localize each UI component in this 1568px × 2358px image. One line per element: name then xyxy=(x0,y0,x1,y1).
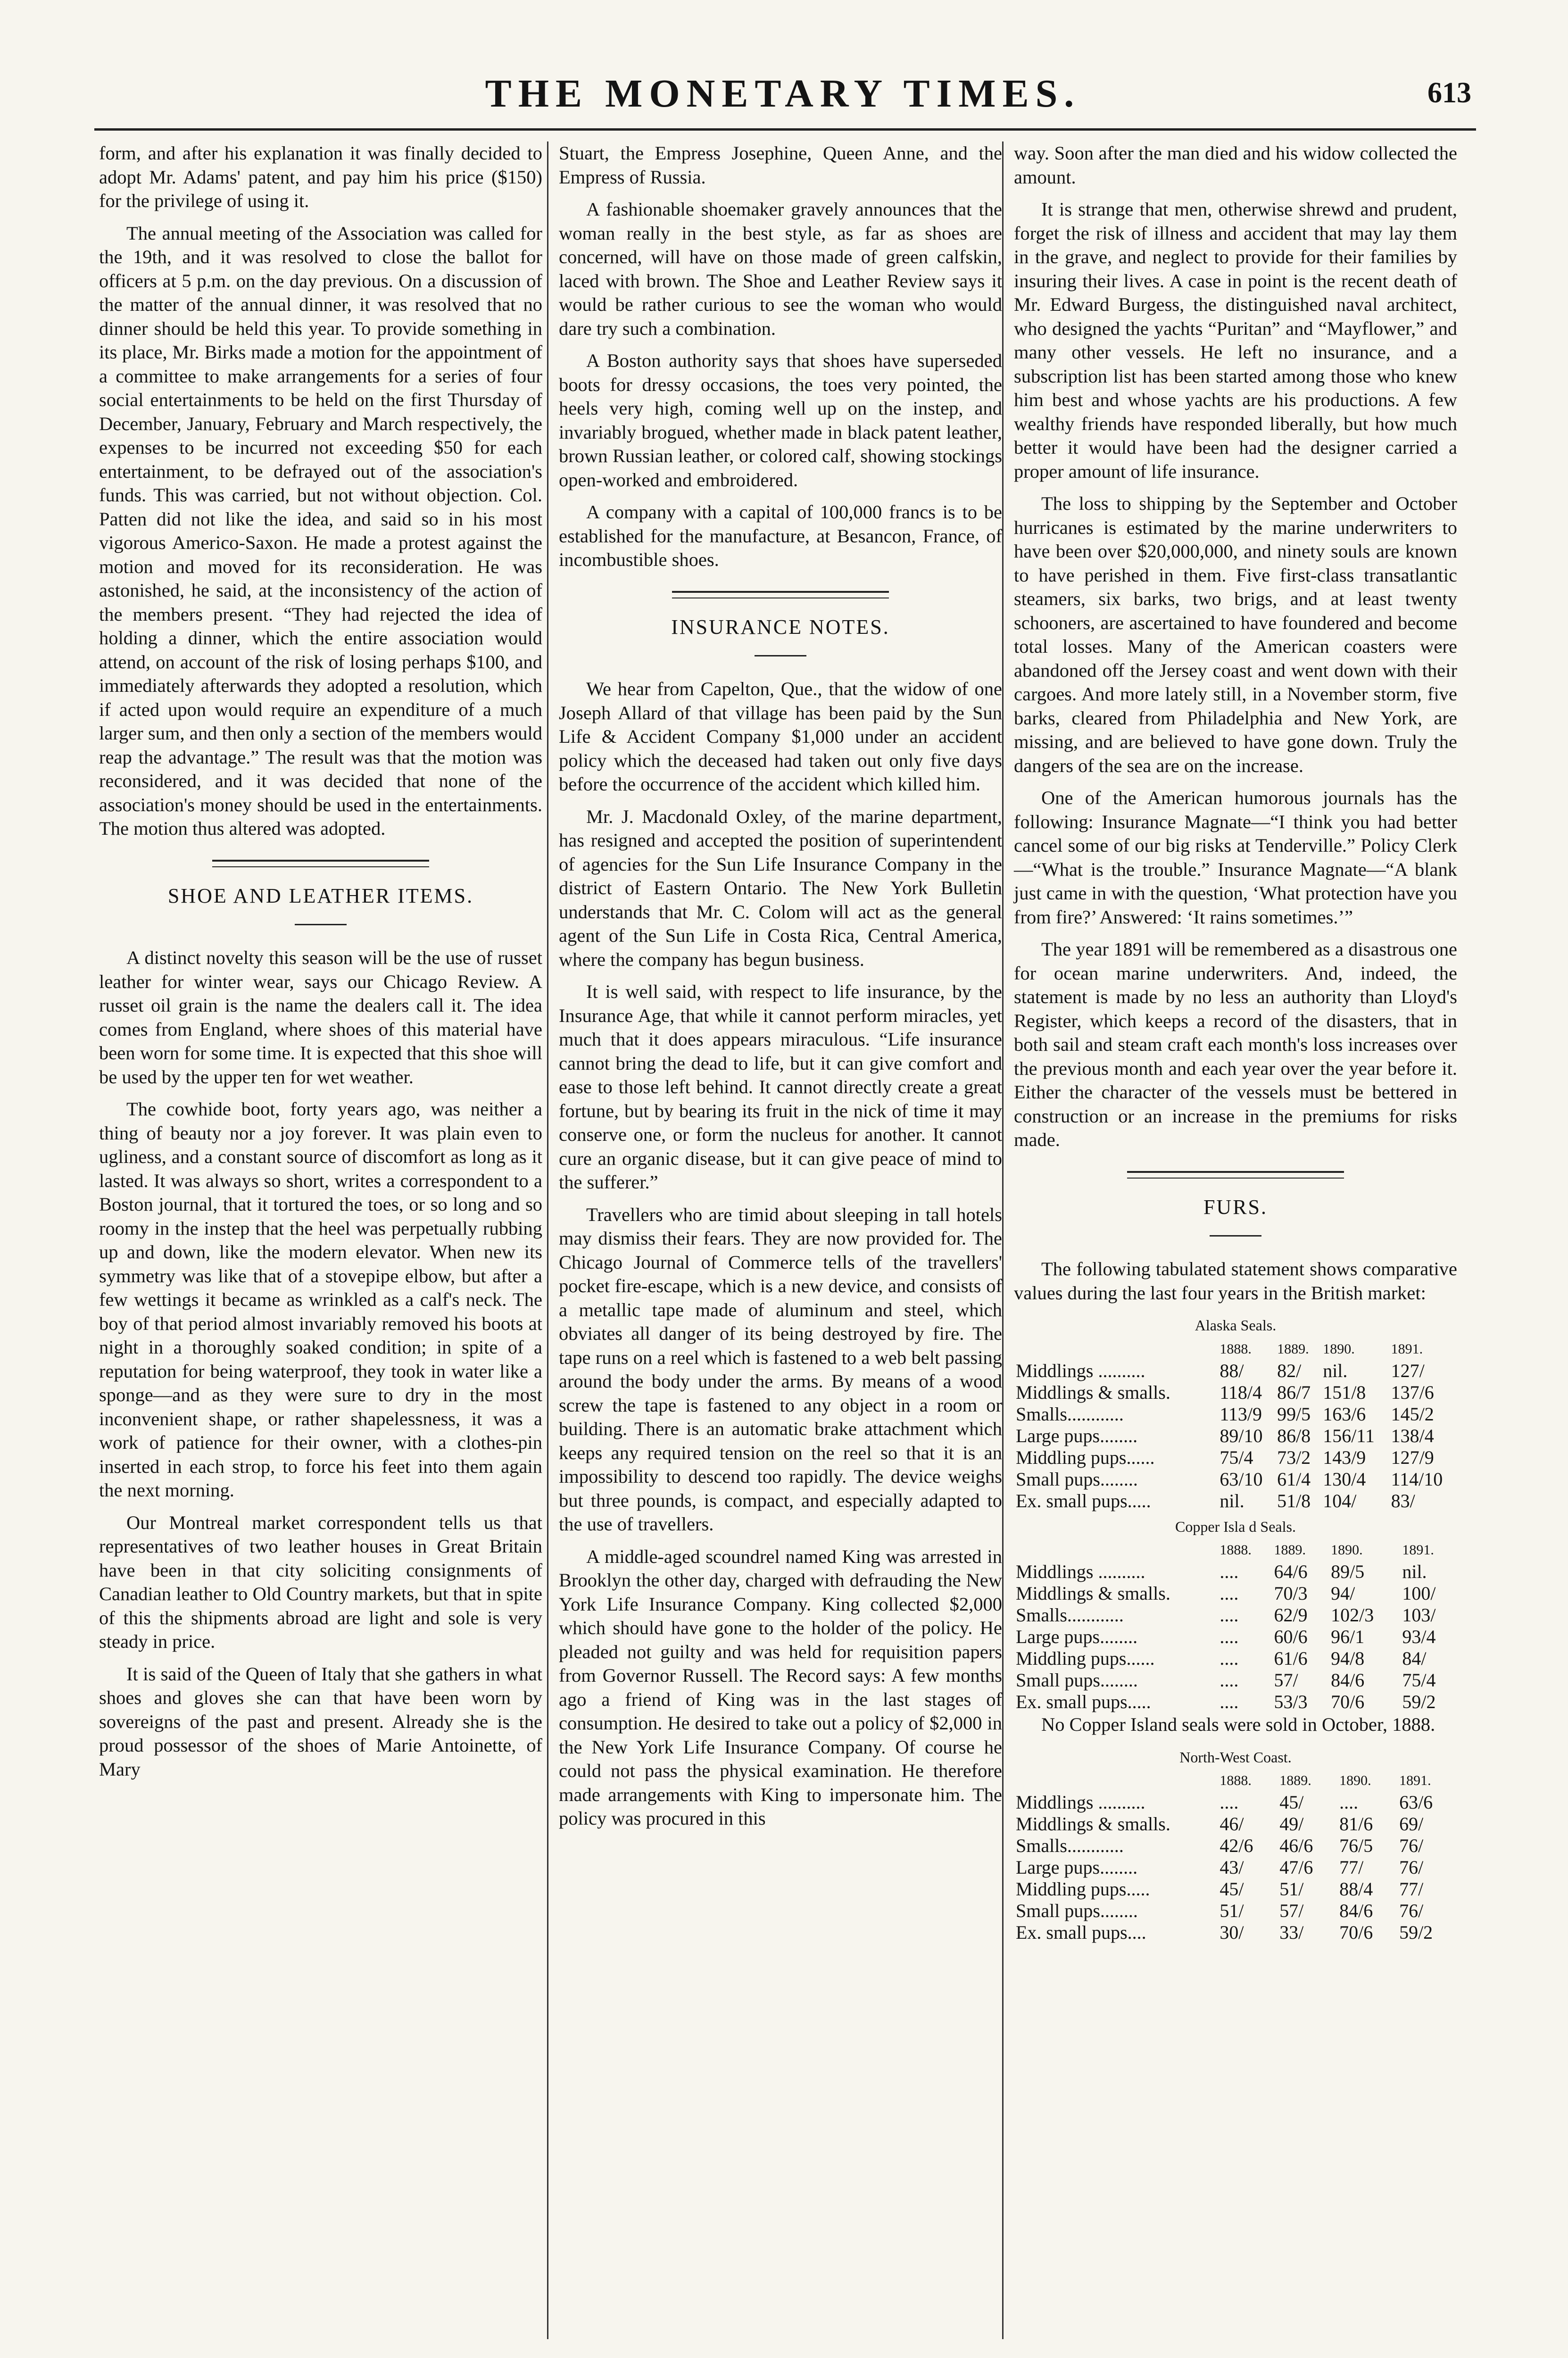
price-cell: 127/9 xyxy=(1391,1446,1434,1468)
article-paragraph: The cowhide boot, forty years ago, was neither a thing of beauty nor a joy forever. It was plain even to ugliness, and a constant source of discomfort as long as it lasted. It was always so short, writes a correspondent to a Boston journal, that it tortured the toes, or so long and so roomy in the instep that the heel was perpetually rubbing up and down, like the modern elevator. When new its symmetry was like that of a stovepipe elbow, but after a few wettings it became as wrinkled as a calf's neck. The boy of that period almost invariably removed his boots at night in a thoroughly soaked condition; in spite of a reputation for being waterproof, they took in water like a sponge—and as they were sure to dry in the most inconvenient shape, or rather shapelessness, it was a work of patience for their owner, with a clothes-pin inserted in each strop, to force his feet into them again the next morning. xyxy=(99,1098,542,1501)
table-row xyxy=(1014,1425,1457,1447)
grade-label: Middlings .......... xyxy=(1016,1792,1145,1813)
table-row xyxy=(1014,1360,1457,1382)
price-cell: 163/6 xyxy=(1323,1403,1366,1425)
price-cell: .... xyxy=(1220,1669,1239,1691)
table-row xyxy=(1014,1648,1457,1669)
article-paragraph: way. Soon after the man died and his widow collected the amount. xyxy=(1014,142,1457,188)
price-cell: .... xyxy=(1220,1648,1239,1669)
table-row xyxy=(1014,1626,1457,1648)
price-cell: 75/4 xyxy=(1402,1669,1436,1691)
price-cell: 76/5 xyxy=(1339,1835,1373,1856)
fur-price-table xyxy=(1014,1770,1457,1943)
header-cell xyxy=(1014,1338,1218,1360)
page-number: 613 xyxy=(1427,77,1471,109)
price-cell: 89/5 xyxy=(1331,1561,1365,1582)
price-cell: .... xyxy=(1220,1691,1239,1712)
price-cell: 43/ xyxy=(1220,1857,1244,1878)
grade-label: Middlings & smalls. xyxy=(1016,1813,1170,1835)
price-cell: .... xyxy=(1220,1583,1239,1604)
price-cell: 75/4 xyxy=(1220,1446,1253,1468)
price-cell: 30/ xyxy=(1220,1922,1244,1943)
publication-title: THE MONETARY TIMES. xyxy=(485,72,1081,116)
column-2 xyxy=(559,141,1002,1839)
article-paragraph: A fashionable shoemaker gravely announces that the woman really in the best style, as far as shoes are concerned, will have on those made of green calfskin, laced with brown. The Shoe and Leather Review says it would be rather curious to see the woman who would dare try such a combination. xyxy=(559,199,1002,339)
article-paragraph: A middle-aged scoundrel named King was arrested in Brooklyn the other day, charged with defrauding the New York Life Insurance Company. King collected $2,000 which should have gone to the holder of the policy. He pleaded not guilty and was held for requisition papers from Governor Russell. The Record says: A few months ago a friend of King was in the last stages of consumption. He desired to take out a policy of $2,000 in the New York Life Insurance Company. Of course he could not pass the physical examination. He therefore made arrangements with King to impersonate him. The policy was procured in this xyxy=(559,1545,1002,1829)
table-row xyxy=(1014,1691,1457,1713)
fur-table-title: Alaska Seals. xyxy=(1195,1317,1277,1334)
price-cell: 42/6 xyxy=(1220,1835,1253,1856)
price-cell: 59/2 xyxy=(1399,1922,1433,1943)
year-header: 1890. xyxy=(1331,1542,1363,1558)
price-cell: 61/6 xyxy=(1274,1648,1308,1669)
furs-intro: The following tabulated statement shows comparative values during the last four years in the British market: xyxy=(1014,1258,1457,1304)
price-cell: 104/ xyxy=(1323,1490,1357,1511)
price-cell: 137/6 xyxy=(1391,1381,1434,1403)
table-row xyxy=(1014,1922,1457,1943)
table-row xyxy=(1014,1583,1457,1604)
grade-label: Large pups........ xyxy=(1016,1425,1138,1446)
section-rule xyxy=(212,860,429,867)
table-row xyxy=(1014,1447,1457,1469)
section-rule xyxy=(672,591,889,598)
article-paragraph: The year 1891 will be remembered as a disastrous one for ocean marine underwriters. And, indeed, the statement is made by no less an authority than Lloyd's Register, which keeps a record of the disasters, that in both sail and steam craft each month's loss increases over the previous month and each year over the year before it. Either the character of the vessels must be bettered in construction or an increase in the premiums for risks made. xyxy=(1014,938,1457,1150)
fur-table-title: North-West Coast. xyxy=(1179,1748,1292,1766)
price-cell: 127/ xyxy=(1391,1360,1425,1381)
price-cell: 86/7 xyxy=(1277,1381,1311,1403)
table-row xyxy=(1014,1813,1457,1835)
article-paragraph: Travellers who are timid about sleeping in tall hotels may dismiss their fears. They are now provided for. The Chicago Journal of Commerce tells of the travellers' pocket fire-escape, which is a new device, and consists of a metallic tape made of aluminum and steel, which obviates all danger of its being destroyed by fire. The tape runs on a reel which is fastened to a web belt passing around the body under the arms. By means of a wood screw the tape is fastened to any object in a room or building. There is an automatic brake attachment which keeps any required tension on the reel so that it is an impossibility to descend too rapidly. The device weighs but three pounds, is compact, and especially adapted to the use of travellers. xyxy=(559,1204,1002,1535)
grade-label: Middlings .......... xyxy=(1016,1561,1145,1582)
year-header: 1889. xyxy=(1274,1542,1306,1558)
price-cell: 63/6 xyxy=(1399,1792,1433,1813)
grade-label: Smalls............ xyxy=(1016,1835,1124,1856)
price-cell: nil. xyxy=(1402,1561,1427,1582)
price-cell: 93/4 xyxy=(1402,1626,1436,1647)
price-cell: 51/ xyxy=(1220,1900,1244,1921)
price-cell: 73/2 xyxy=(1277,1446,1311,1468)
price-cell: 88/4 xyxy=(1339,1878,1373,1900)
article-paragraph: form, and after his explanation it was finally decided to adopt Mr. Adams' patent, and pay him his price ($150) for the privilege of using it. xyxy=(99,142,542,211)
price-cell: 84/ xyxy=(1402,1648,1427,1669)
price-cell: 53/3 xyxy=(1274,1691,1308,1712)
table-row xyxy=(1014,1878,1457,1900)
price-cell: 102/3 xyxy=(1331,1604,1374,1626)
price-cell: 130/4 xyxy=(1323,1468,1366,1490)
price-cell: 45/ xyxy=(1279,1792,1304,1813)
price-cell: 57/ xyxy=(1274,1669,1298,1691)
price-cell: nil. xyxy=(1323,1360,1348,1381)
grade-label: Middling pups...... xyxy=(1016,1446,1155,1468)
article-paragraph: It is strange that men, otherwise shrewd and prudent, forget the risk of illness and accident that may lay them in the grave, and neglect to provide for their families by insuring their lives. A case in point is the recent death of Mr. Edward Burgess, the distinguished naval architect, who designed the yachts “Puritan” and “Mayflower,” and many other vessels. He left no insurance, and a subscription list has been started among those who knew him best and whose yachts are his productions. A few wealthy friends have responded liberally, but how much better it would have been had the designer carried a proper amount of life insurance. xyxy=(1014,199,1457,482)
section-title-furs: FURS. xyxy=(1203,1195,1268,1219)
price-cell: nil. xyxy=(1220,1490,1244,1511)
price-cell: 82/ xyxy=(1277,1360,1302,1381)
table-row xyxy=(1014,1900,1457,1922)
grade-label: Large pups........ xyxy=(1016,1626,1138,1647)
price-cell: 145/2 xyxy=(1391,1403,1434,1425)
grade-label: Middling pups..... xyxy=(1016,1878,1150,1900)
header-cell xyxy=(1014,1770,1218,1792)
price-cell: 46/6 xyxy=(1279,1835,1313,1856)
column-3 xyxy=(1014,141,1457,1943)
price-cell: 76/ xyxy=(1399,1857,1424,1878)
grade-label: Small pups........ xyxy=(1016,1468,1138,1490)
price-cell: 88/ xyxy=(1220,1360,1244,1381)
price-cell: .... xyxy=(1220,1626,1239,1647)
price-cell: 69/ xyxy=(1399,1813,1424,1835)
grade-label: Small pups........ xyxy=(1016,1669,1138,1691)
price-cell: 57/ xyxy=(1279,1900,1304,1921)
year-header: 1888. xyxy=(1220,1773,1252,1788)
price-cell: 77/ xyxy=(1399,1878,1424,1900)
table-header-row xyxy=(1014,1539,1457,1561)
article-paragraph: It is said of the Queen of Italy that she gathers in what shoes and gloves she can that have been worn by sovereigns of the past and present. Already she is the proud possessor of the shoes of Marie Antoinette, of Mary xyxy=(99,1663,542,1780)
table-row xyxy=(1014,1669,1457,1691)
price-cell: 33/ xyxy=(1279,1922,1304,1943)
table-row xyxy=(1014,1604,1457,1626)
price-cell: 59/2 xyxy=(1402,1691,1436,1712)
table-header-row xyxy=(1014,1770,1457,1792)
table-header-row xyxy=(1014,1338,1457,1360)
price-cell: 96/1 xyxy=(1331,1626,1365,1647)
price-cell: 45/ xyxy=(1220,1878,1244,1900)
price-cell: 156/11 xyxy=(1323,1425,1375,1446)
grade-label: Middlings .......... xyxy=(1016,1360,1145,1381)
price-cell: 61/4 xyxy=(1277,1468,1311,1490)
price-cell: 94/8 xyxy=(1331,1648,1365,1669)
fur-price-table xyxy=(1014,1539,1457,1713)
article-paragraph: It is well said, with respect to life insurance, by the Insurance Age, that while it cannot perform miracles, yet much that it does appears miraculous. “Life insurance cannot bring the dead to life, but it can give comfort and ease to those left behind. It cannot directly create a great fortune, but by bearing its fruit in the nick of time it may conserve one, or form the nucleus for another. It cannot cure an organic disease, but it can give peace of mind to the sufferer.” xyxy=(559,981,1002,1193)
price-cell: 70/6 xyxy=(1331,1691,1365,1712)
grade-label: Ex. small pups..... xyxy=(1016,1691,1151,1712)
section-title-shoe-leather: SHOE AND LEATHER ITEMS. xyxy=(167,884,474,907)
table-row xyxy=(1014,1857,1457,1878)
year-header: 1891. xyxy=(1399,1773,1431,1788)
column-1 xyxy=(99,141,542,1790)
price-cell: 76/ xyxy=(1399,1835,1424,1856)
price-cell: .... xyxy=(1220,1792,1239,1813)
price-cell: .... xyxy=(1220,1604,1239,1626)
price-cell: 103/ xyxy=(1402,1604,1436,1626)
section-title-insurance: INSURANCE NOTES. xyxy=(671,615,890,639)
price-cell: 60/6 xyxy=(1274,1626,1308,1647)
price-cell: 83/ xyxy=(1391,1490,1415,1511)
header-cell xyxy=(1014,1539,1218,1561)
grade-label: Ex. small pups.... xyxy=(1016,1922,1146,1943)
table-row xyxy=(1014,1490,1457,1512)
year-header: 1889. xyxy=(1277,1341,1309,1357)
grade-label: Smalls............ xyxy=(1016,1403,1124,1425)
section-underline xyxy=(755,655,806,656)
grade-label: Smalls............ xyxy=(1016,1604,1124,1626)
price-cell: 94/ xyxy=(1331,1583,1355,1604)
article-paragraph: One of the American humorous journals has the following: Insurance Magnate—“I think you had better cancel some of our big risks at Tenderville.” Policy Clerk—“What is the trouble.” Insurance Magnate—“A blank just came in with the question, ‘What protection have you from fire?’ Answered: ‘It rains sometimes.’” xyxy=(1014,787,1457,928)
price-cell: .... xyxy=(1339,1792,1359,1813)
price-cell: 49/ xyxy=(1279,1813,1304,1835)
section-rule xyxy=(1127,1171,1344,1179)
article-paragraph: Our Montreal market correspondent tells us that representatives of two leather houses in Great Britain have been in that city soliciting consignments of Canadian leather to Old Country markets, but that in spite of this the shipments abroad are light and sole is very steady in price. xyxy=(99,1511,542,1652)
table-row xyxy=(1014,1469,1457,1490)
price-cell: 89/10 xyxy=(1220,1425,1263,1446)
article-paragraph: We hear from Capelton, Que., that the widow of one Joseph Allard of that village has been paid by the Sun Life & Accident Company $1,000 under an accident policy which the deceased had taken out only five days before the occurrence of the accident which killed him. xyxy=(559,678,1002,795)
year-header: 1890. xyxy=(1339,1773,1371,1788)
grade-label: Small pups........ xyxy=(1016,1900,1138,1921)
price-cell: 84/6 xyxy=(1339,1900,1373,1921)
year-header: 1891. xyxy=(1391,1341,1423,1357)
fur-price-table xyxy=(1014,1338,1457,1512)
copper-island-note: No Copper Island seals were sold in October, 1888. xyxy=(1041,1714,1435,1735)
price-cell: 118/4 xyxy=(1220,1381,1262,1403)
year-header: 1890. xyxy=(1323,1341,1355,1357)
table-row xyxy=(1014,1403,1457,1425)
column-divider xyxy=(1002,141,1004,2339)
price-cell: 143/9 xyxy=(1323,1446,1366,1468)
grade-label: Middlings & smalls. xyxy=(1016,1583,1170,1604)
price-cell: 113/9 xyxy=(1220,1403,1262,1425)
price-cell: 84/6 xyxy=(1331,1669,1365,1691)
price-cell: 99/5 xyxy=(1277,1403,1311,1425)
price-cell: 47/6 xyxy=(1279,1857,1313,1878)
table-row xyxy=(1014,1561,1457,1583)
price-cell: 86/8 xyxy=(1277,1425,1311,1446)
article-paragraph: A Boston authority says that shoes have superseded boots for dressy occasions, the toes very pointed, the heels very high, coming well up on the instep, and invariably brogued, whether made in black patent leather, brown Russian leather, or colored calf, showing stockings open-worked and embroidered. xyxy=(559,350,1002,490)
grade-label: Middling pups...... xyxy=(1016,1648,1155,1669)
price-cell: 138/4 xyxy=(1391,1425,1434,1446)
price-cell: 63/10 xyxy=(1220,1468,1263,1490)
price-cell: 151/8 xyxy=(1323,1381,1366,1403)
section-underline xyxy=(1210,1235,1261,1237)
price-cell: 76/ xyxy=(1399,1900,1424,1921)
article-paragraph: The annual meeting of the Association was called for the 19th, and it was resolved to close the ballot for officers at 5 p.m. on the day previous. On a discussion of the matter of the annual dinner, it was resolved that no dinner should be held this year. To provide something in its place, Mr. Birks made a motion for the appointment of a committee to make arrangements for a series of four social entertainments to be held on the first Thursday of December, January, February and March respectively, the expenses to be incurred not exceeding $50 for each entertainment, to be defrayed out of the association's funds. This was carried, but not without objection. Col. Patten did not like the idea, and said so in his most vigorous Americo-Saxon. He made a protest against the motion and moved for its reconsideration. He was astonished, he said, at the inconsistency of the action of the members present. “They had rejected the idea of holding a dinner, which the entire association would attend, on account of the risk of losing perhaps $100, and immediately afterwards they adopted a resolution, which if acted upon would require an expenditure of a much larger sum, and then only a section of the members would reap the advantage.” The result was that the motion was reconsidered, and it was decided that none of the association's money should be used in the entertainments. The motion thus altered was adopted. xyxy=(99,222,542,839)
year-header: 1889. xyxy=(1279,1773,1311,1788)
price-cell: 51/8 xyxy=(1277,1490,1311,1511)
price-cell: 114/10 xyxy=(1391,1468,1443,1490)
price-cell: .... xyxy=(1220,1561,1239,1582)
year-header: 1888. xyxy=(1220,1341,1252,1357)
price-cell: 62/9 xyxy=(1274,1604,1308,1626)
article-paragraph: The loss to shipping by the September and October hurricanes is estimated by the marine underwriters to have been over $20,000,000, and ninety souls are known to have perished in them. Five first-class transatlantic steamers, six barks, two brigs, and at least twenty schooners, are ascertained to have foundered and become total losses. Many of the American coasters were abandoned off the Jersey coast and went down with their cargoes. And more lately still, in a November storm, five barks, cleared from Philadelphia and New York, are missing, and are believed to have gone down. Truly the dangers of the sea are on the increase. xyxy=(1014,493,1457,776)
price-cell: 70/3 xyxy=(1274,1583,1308,1604)
article-paragraph: A company with a capital of 100,000 francs is to be established for the manufacture, at Besancon, France, of incombustible shoes. xyxy=(559,501,1002,570)
price-cell: 51/ xyxy=(1279,1878,1304,1900)
price-cell: 77/ xyxy=(1339,1857,1364,1878)
year-header: 1888. xyxy=(1220,1542,1252,1558)
price-cell: 70/6 xyxy=(1339,1922,1373,1943)
section-underline xyxy=(295,924,347,925)
table-row xyxy=(1014,1792,1457,1813)
fur-table-title: Copper Isla d Seals. xyxy=(1175,1518,1296,1535)
article-paragraph: Stuart, the Empress Josephine, Queen Anne, and the Empress of Russia. xyxy=(559,142,1002,188)
article-paragraph: A distinct novelty this season will be the use of russet leather for winter wear, says our Chicago Review. A russet oil grain is the name the dealers call it. The idea comes from England, where shoes of this material have been worn for some time. It is expected that this shoe will be used by the upper ten for wet weather. xyxy=(99,947,542,1088)
price-cell: 64/6 xyxy=(1274,1561,1308,1582)
grade-label: Large pups........ xyxy=(1016,1857,1138,1878)
price-cell: 100/ xyxy=(1402,1583,1436,1604)
header-rule xyxy=(94,128,1476,131)
grade-label: Ex. small pups..... xyxy=(1016,1490,1151,1511)
masthead xyxy=(94,71,1471,127)
article-paragraph: Mr. J. Macdonald Oxley, of the marine department, has resigned and accepted the position of superintendent of agencies for the Sun Life Insurance Company in the district of Eastern Ontario. The New York Bulletin understands that Mr. C. Colom will act as the general agent of the Sun Life in Costa Rica, Central America, where the company has begun business. xyxy=(559,805,1002,970)
column-divider xyxy=(547,141,548,2339)
table-row xyxy=(1014,1835,1457,1857)
fur-tables xyxy=(1014,1313,1457,1943)
year-header: 1891. xyxy=(1402,1542,1434,1558)
grade-label: Middlings & smalls. xyxy=(1016,1381,1170,1403)
price-cell: 81/6 xyxy=(1339,1813,1373,1835)
price-cell: 46/ xyxy=(1220,1813,1244,1835)
table-row xyxy=(1014,1382,1457,1403)
